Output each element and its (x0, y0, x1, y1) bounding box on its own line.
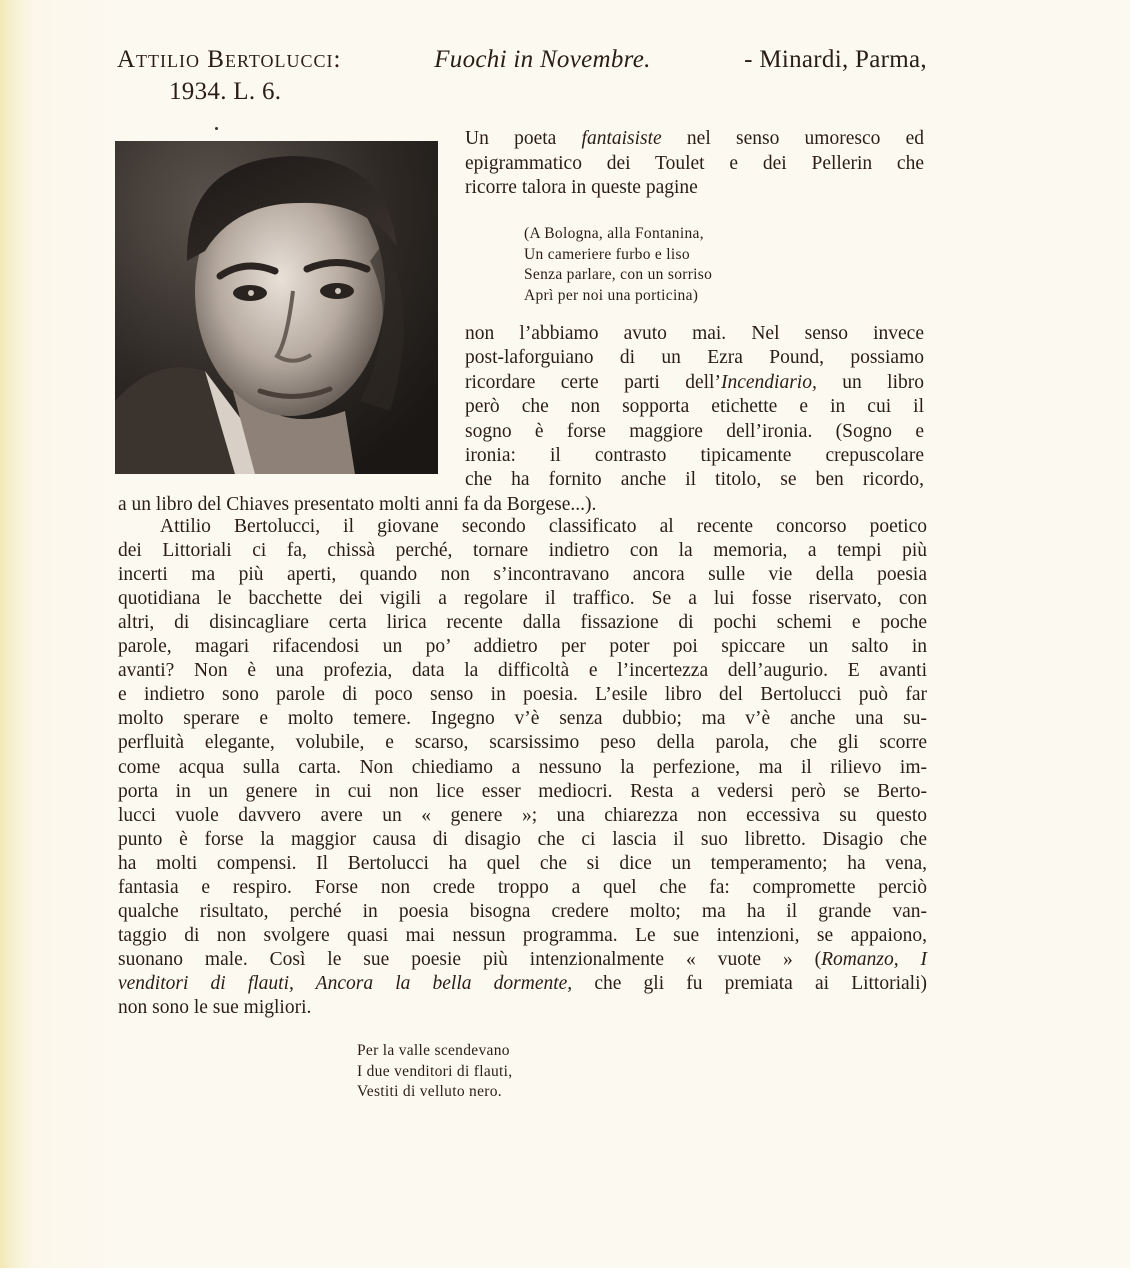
para2-line-pre: dei Littoriali ci fa, chissà perché, tornare indietro con la memoria, a tempi più (118, 540, 927, 562)
para1-line-pre: a un libro del Chiaves presentato molti anni fa da Borgese...). (118, 493, 597, 515)
para1-line (465, 346, 924, 370)
verse2-line: Vestiti di velluto nero. (357, 1083, 502, 1100)
para2-line-pre: incerti ma più aperti, quando non s’incontravano ancora sulle vie della poesia (118, 564, 927, 586)
para2-line-pre: suonano male. Così le sue poesie più intenzionalmente « vuote » ( (118, 948, 822, 970)
para2-line (118, 563, 927, 587)
heading-line-1 (117, 44, 927, 76)
heading-separator: : (333, 46, 341, 73)
publisher: - Minardi, Parma, (744, 46, 927, 73)
author-name: Attilio Bertolucci (117, 46, 334, 73)
intro-line (465, 152, 924, 176)
book-title: Fuochi in Novembre. (434, 46, 651, 73)
para1-line (465, 468, 924, 492)
verse2-line: Per la valle scendevano (357, 1042, 510, 1059)
para2-line (118, 683, 927, 707)
para2-line-pre: perfluità elegante, volubile, e scarso, scarsissimo peso della parola, che gli scorre (118, 732, 927, 754)
para2-line (118, 707, 927, 731)
para2-line-pre: come acqua sulla carta. Non chiediamo a nessuno la perfezione, ma il rilievo im- (118, 756, 927, 778)
verse1-line: (A Bologna, alla Fontanina, (524, 225, 704, 242)
para2-line (118, 876, 927, 900)
para2-line (160, 515, 927, 539)
para2-line-pre: lucci vuole davvero avere un « genere »; una chiarezza non eccessiva su questo (118, 804, 927, 826)
para1-line-pre: che ha fornito anche il titolo, se ben ricordo, (465, 469, 924, 491)
author-portrait-photo (115, 141, 438, 474)
para1-line-pre: ricordare certe parti dell’ (465, 371, 721, 393)
para1-line (118, 493, 927, 517)
para1-line-pre: sogno è forse maggiore dell’ironia. (Sogno e (465, 420, 924, 442)
para2-line-pre: parole, magari rifacendosi un po’ addietro per poter poi spiccare un salto in (118, 636, 927, 658)
verse2-line: I due venditori di flauti, (357, 1062, 513, 1080)
para2-line (118, 900, 927, 924)
para2-line-pre: fantasia e respiro. Forse non crede troppo a quel che fa: compromette perciò (118, 876, 927, 898)
review-heading (117, 44, 927, 108)
para1-line-pre: post-laforguiano di un Ezra Pound, possiamo (465, 347, 924, 369)
para2-line-pre: Attilio Bertolucci, il giovane secondo classificato al recente concorso poetico (160, 516, 927, 537)
intro-line-pre: Un poeta (465, 128, 582, 149)
para2-line (118, 948, 927, 972)
para2-line-pre: e indietro sono parole di poco senso in poesia. L’esile libro del Bertolucci può far (118, 684, 927, 706)
para2-line (118, 539, 927, 563)
ink-dot (215, 127, 218, 130)
para2-line-it: Romanzo, I (821, 948, 927, 970)
para2-line-pre: quotidiana le bacchette dei vigili a regolare il traffico. Se a lui fosse riservato, con (118, 588, 927, 610)
para2-line-pre: porta in un genere in cui non lice esser mediocri. Resta a vedersi però se Berto- (118, 780, 927, 802)
verse1-line: Senza parlare, con un sorriso (524, 266, 713, 283)
verse1-line: Aprì per noi una porticina) (524, 286, 699, 304)
para2-line-pre: punto è forse la maggior causa di disagio che ci lascia il suo libretto. Disagio che (118, 828, 927, 850)
para1-line (465, 322, 924, 346)
para2-line (118, 924, 927, 948)
intro-line-it: fantaisiste (581, 128, 662, 149)
para1-line-it: Incendiario, (720, 371, 817, 393)
para1-line-pre: però che non sopporta etichette e in cui il (465, 396, 924, 418)
para2-line (118, 828, 927, 852)
para1-line (465, 371, 924, 395)
intro-line-post: nel senso umoresco ed (661, 128, 925, 149)
heading-line-2: 1934. L. 6. (169, 78, 282, 105)
para2-line (118, 804, 927, 828)
para1-line-post: un libro (816, 371, 924, 393)
para1-line-pre: non l’abbiamo avuto mai. Nel senso invece (465, 323, 924, 344)
para2-line (118, 635, 927, 659)
para2-line (118, 659, 927, 683)
para2-line-pre: altri, di disincagliare certa lirica recente dalla fissazione di pochi schemi e poche (118, 612, 927, 634)
para2-line-pre: qualche risultato, perché in poesia bisogna credere molto; ma ha il grande van- (118, 900, 927, 922)
para2-line (118, 972, 927, 996)
para2-line-pre: molto sperare e molto temere. Ingegno v’è senza dubbio; ma v’è anche una su- (118, 708, 927, 730)
para2-line-it: venditori di flauti, Ancora la bella dormente, (118, 972, 573, 994)
intro-line (465, 127, 924, 151)
verse1-line: Un cameriere furbo e liso (524, 245, 690, 263)
para2-line (118, 587, 927, 611)
para1-line-pre: ironia: il contrasto tipicamente crepuscolare (465, 445, 924, 466)
para2-line (118, 852, 927, 876)
intro-line-pre: ricorre talora in queste pagine (465, 177, 698, 198)
para2-line-pre: avanti? Non è una profezia, data la difficoltà e l’incertezza dell’augurio. E avanti (118, 660, 927, 682)
para2-line (118, 996, 927, 1020)
para2-line-pre: non sono le sue migliori. (118, 997, 312, 1018)
para1-line (465, 444, 924, 468)
intro-line-pre: epigrammatico dei Toulet e dei Pellerin che (465, 152, 924, 174)
para2-line-pre: taggio di non svolgere quasi mai nessun programma. Le sue intenzioni, se appaiono, (118, 924, 927, 946)
para2-line (118, 780, 927, 804)
para2-line (118, 611, 927, 635)
intro-line (465, 176, 924, 200)
para1-line (465, 420, 924, 444)
para2-line-pre: ha molti compensi. Il Bertolucci ha quel che si dice un temperamento; ha vena, (118, 852, 927, 874)
para2-line (118, 756, 927, 780)
para1-line (465, 395, 924, 419)
para2-line (118, 731, 927, 755)
para2-line-post: che gli fu premiata ai Littoriali) (572, 972, 927, 994)
